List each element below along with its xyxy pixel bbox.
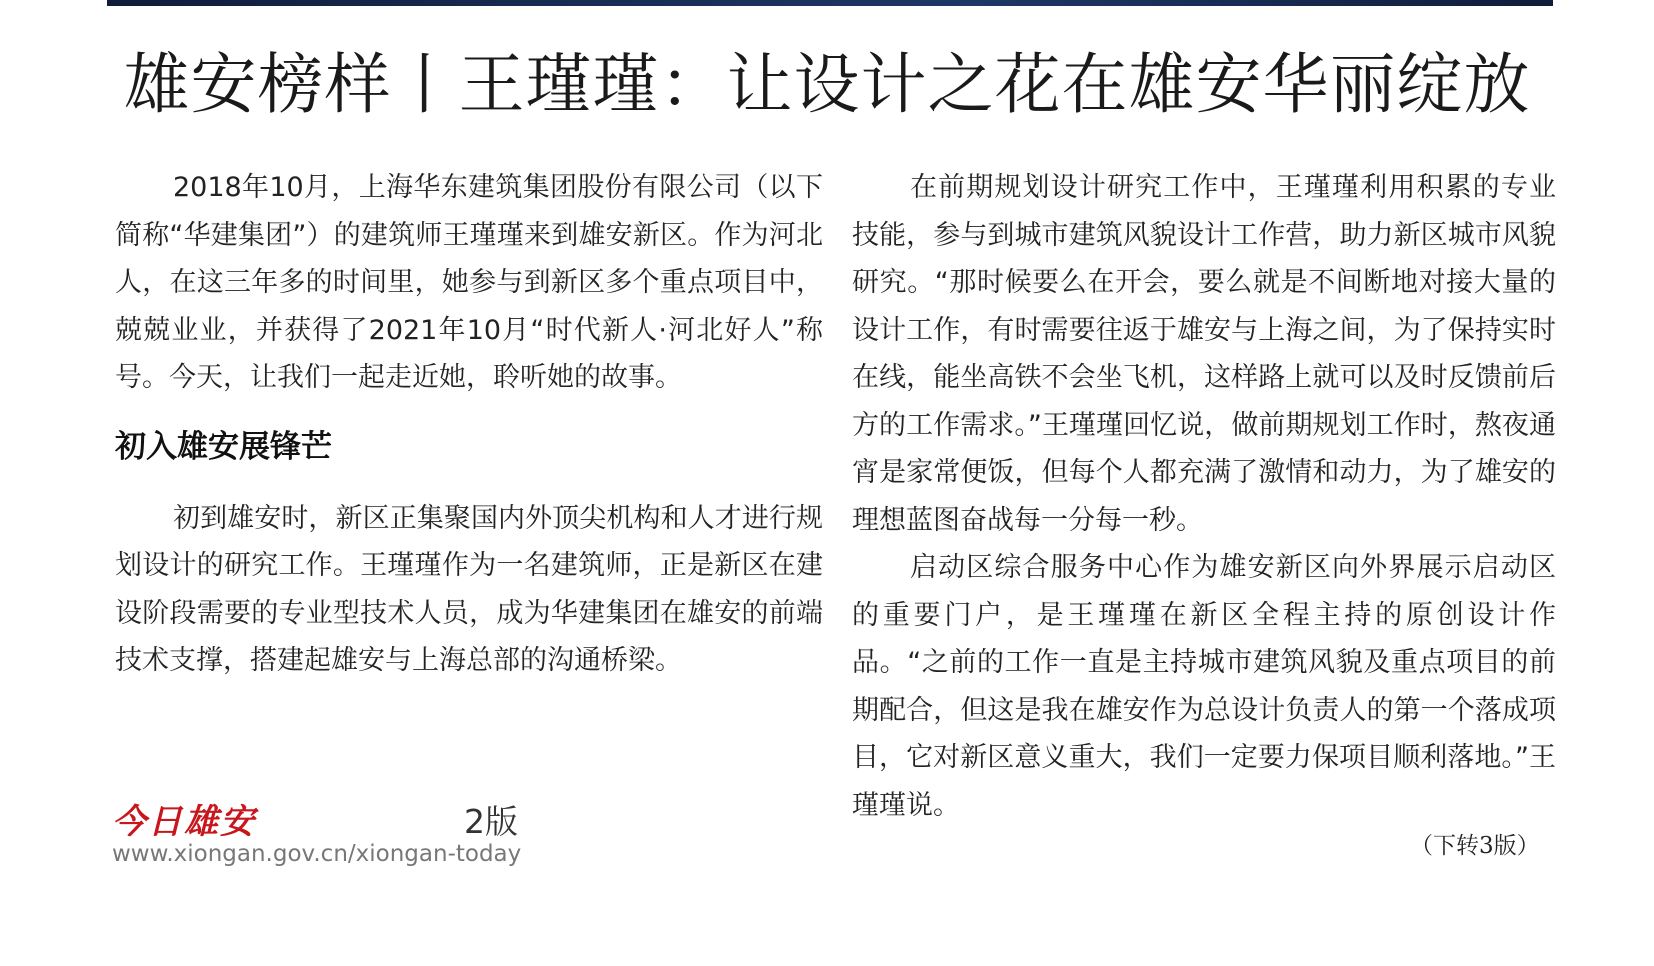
continued-note: （下转3版）: [1410, 833, 1540, 859]
left-column: [115, 164, 823, 685]
body-paragraph: 在前期规划设计研究工作中，王瑾瑾利用积累的专业技能，参与到城市建筑风貌设计工作营，助力新区城市风貌研究。“那时候要么在开会，要么就是不间断地对接大量的设计工作，有时需要往返于雄安与上海之间，为了保持实时在线，能坐高铁不会坐飞机，这样路上就可以及时反馈前后方的工作需求。”王瑾瑾回忆说，做前期规划工作时，熬夜通宵是家常便饭，但每个人都充满了激情和动力，为了雄安的理想蓝图奋战每一分每一秒。: [852, 172, 1556, 536]
site-url: www.xiongan.gov.cn/xiongan-today: [112, 841, 522, 867]
article-headline: 雄安榜样丨王瑾瑾：让设计之花在雄安华丽绽放: [123, 46, 1531, 123]
right-column: [852, 164, 1556, 829]
edition-label: 2版: [464, 802, 518, 841]
body-paragraph: 初到雄安时，新区正集聚国内外顶尖机构和人才进行规划设计的研究工作。王瑾瑾作为一名建筑师，正是新区在建设阶段需要的专业型技术人员，成为华建集团在雄安的前端技术支撑，搭建起雄安与上海总部的沟通桥梁。: [115, 502, 823, 676]
intro-paragraph: 2018年10月，上海华东建筑集团股份有限公司（以下简称“华建集团”）的建筑师王瑾瑾来到雄安新区。作为河北人，在这三年多的时间里，她参与到新区多个重点项目中，兢兢业业，并获得了2021年10月“时代新人·河北好人”称号。今天，让我们一起走近她，聆听她的故事。: [115, 172, 823, 393]
top-rule: [107, 0, 1553, 6]
body-paragraph: 启动区综合服务中心作为雄安新区向外界展示启动区的重要门户，是王瑾瑾在新区全程主持的原创设计作品。“之前的工作一直是主持城市建筑风貌及重点项目的前期配合，但这是我在雄安作为总设计负责人的第一个落成项目，它对新区意义重大，我们一定要力保项目顺利落地。”王瑾瑾说。: [852, 552, 1556, 821]
section-subheading: 初入雄安展锋芒: [115, 428, 332, 465]
publication-logo: 今日雄安: [112, 802, 256, 842]
